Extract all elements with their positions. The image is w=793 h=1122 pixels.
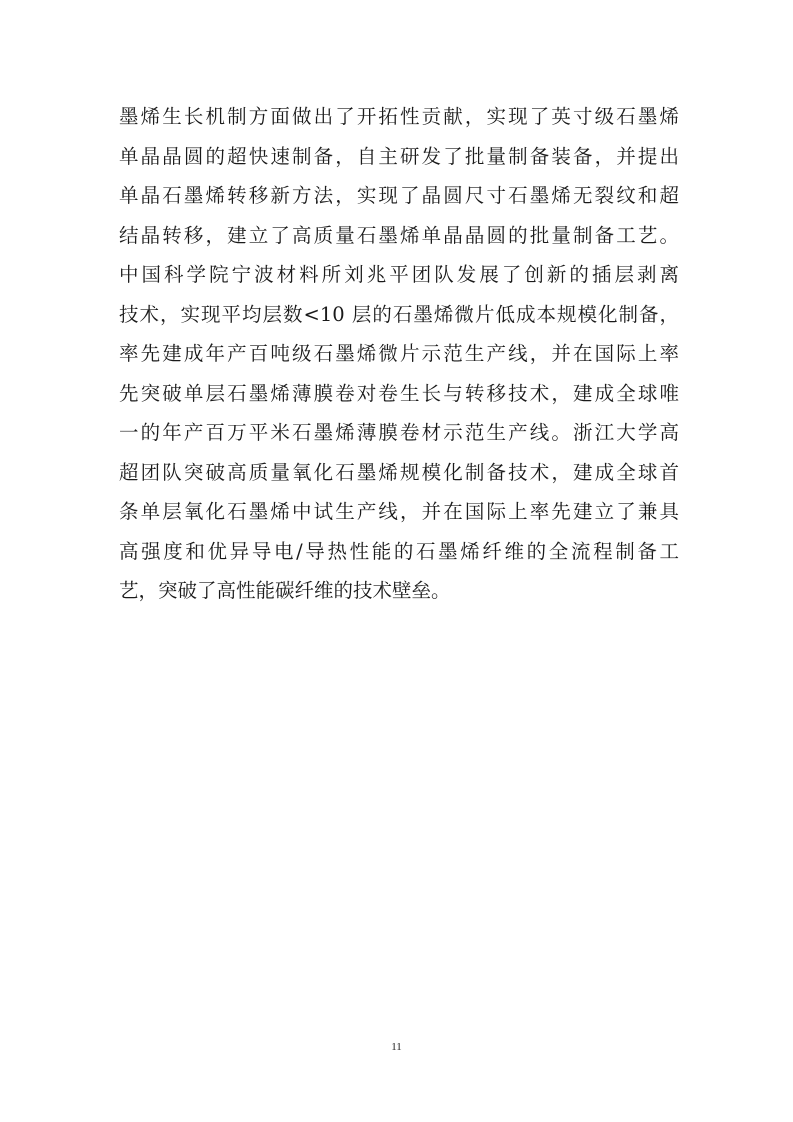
text-line: 先突破单层石墨烯薄膜卷对卷生长与转移技术，建成全球唯 [119,381,679,405]
text-line: 技术，实现平均层数<10 层的石墨烯微片低成本规模化制备， [119,302,679,326]
text-line: 超团队突破高质量氧化石墨烯规模化制备技术，建成全球首 [119,460,679,484]
text-line: 条单层氧化石墨烯中试生产线，并在国际上率先建立了兼具 [119,500,679,523]
text-line: 高强度和优异导电/导热性能的石墨烯纤维的全流程制备工 [119,539,679,563]
body-paragraph [119,97,679,611]
text-line: 墨烯生长机制方面做出了开拓性贡献，实现了英寸级石墨烯 [119,105,679,128]
text-line: 中国科学院宁波材料所刘兆平团队发展了创新的插层剥离 [119,263,679,286]
page-number: 11 [391,1041,402,1053]
text-line: 率先建成年产百吨级石墨烯微片示范生产线，并在国际上率 [119,342,679,365]
text-line: 单晶晶圆的超快速制备，自主研发了批量制备装备，并提出 [119,144,679,168]
text-line: 艺，突破了高性能碳纤维的技术壁垒。 [119,579,451,602]
text-line: 结晶转移，建立了高质量石墨烯单晶晶圆的批量制备工艺。 [119,223,679,247]
text-line: 单晶石墨烯转移新方法，实现了晶圆尺寸石墨烯无裂纹和超 [119,184,679,207]
text-line: 一的年产百万平米石墨烯薄膜卷材示范生产线。浙江大学高 [119,421,679,444]
